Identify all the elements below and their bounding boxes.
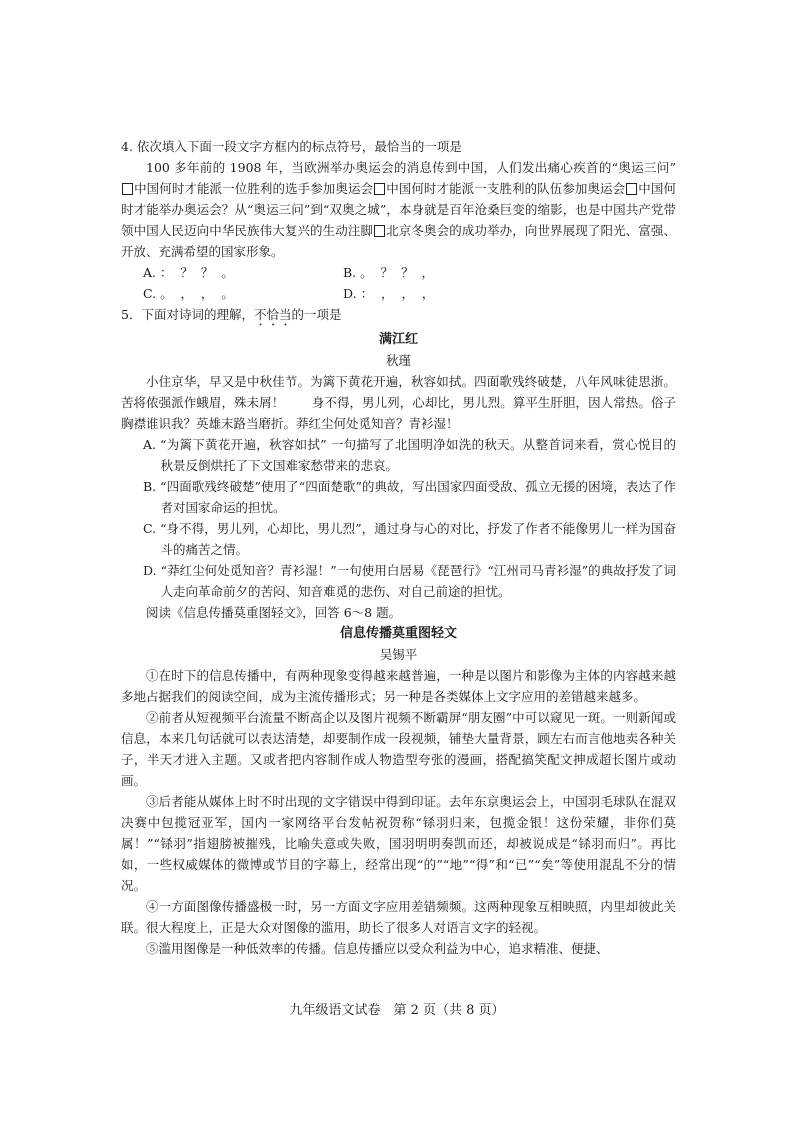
article-paragraph-5: ⑤滥用图像是一种低效率的传播。信息传播应以受众利益为中心，追求精准、便捷、 bbox=[146, 941, 609, 956]
q4-seg5: 北京冬奥会的成功举办，向世界展现了阳光、富强、开放、充满希望的国家形象。 bbox=[121, 223, 676, 259]
q4-option-b[interactable]: B. 。 ？ ？ ， bbox=[343, 265, 435, 280]
q4-seg3: 中国何时才能派一支胜利的队伍参加奥运会 bbox=[386, 181, 626, 196]
q5-choice-b[interactable]: B. “四面歌残终破楚”使用了“四面楚歌”的典故，写出国家四面受敌、孤立无援的困境，表达了作者对国家命运的担忧。 bbox=[143, 479, 676, 515]
article-author: 吴锡平 bbox=[379, 647, 418, 662]
article-paragraph-2: ②前者从短视频平台流量不断高企以及图片视频不断霸屏“朋友圈”中可以窥见一斑。一则新闻或信息，本来几句话就可以表达清楚，却要制作成一段视频，铺垫大量背景，顾左右而言他地卖各种关子，半天才进入主题。又或者把内容制作成人物造型夸张的漫画，搭配搞笑配文抻成超长图片或动画。 bbox=[121, 710, 676, 788]
q5-stem: 5．下面对诗词的理解，不恰当的一项是 bbox=[121, 307, 342, 322]
article-paragraph-3: ③后者能从媒体上时不时出现的文字错误中得到印证。去年东京奥运会上，中国羽毛球队在混双决赛中包揽冠亚军，国内一家网络平台发帖祝贺称“铩羽归来，包揽金银！这份荣耀，非你们莫属！”“铩羽”指翅膀被摧残，比喻失意或失败，国羽明明奏凯而还，却被说成是“铩羽而归”。再比如，一些权威媒体的微博或节目的字幕上，经常出现“的”“地”“得”和“已”“矣”等使用混乱不分的情况。 bbox=[121, 794, 676, 893]
reading-intro: 阅读《信息传播莫重图轻文》，回答 6～8 题。 bbox=[146, 605, 402, 620]
article-title: 信息传播莫重图轻文 bbox=[339, 626, 457, 641]
q5-choice-c[interactable]: C. “身不得，男儿列，心却比，男儿烈”，通过身与心的对比，抒发了作者不能像男儿一样为国奋斗的痛苦之情。 bbox=[143, 521, 676, 557]
q4-option-c[interactable]: C. 。 ， ， 。 bbox=[143, 286, 234, 301]
page-footer: 九年级语文试卷 第 2 页（共 8 页） bbox=[289, 1003, 505, 1018]
blank-box-4 bbox=[374, 225, 385, 237]
poem-title: 满江红 bbox=[378, 332, 418, 347]
q4-seg4: 中国何时才能举办奥运会？从“奥运三问”到“双奥之城”，本身就是百年沧桑巨变的缩影，也是中国共产党带领中国人民迈向中华民族伟大复兴的生动注脚 bbox=[121, 181, 676, 238]
q4-options-row-1 bbox=[121, 262, 676, 283]
poem-text: 小住京华，早又是中秋佳节。为篱下黄花开遍，秋容如拭。四面歌残终破楚，八年风味徒思浙。苦将侬强派作蛾眉，殊未屑！ 身不得，男儿列，心却比，男儿烈。算平生肝胆，因人常热。俗子胸襟谁识我？英雄末路当磨折。莽红尘何处觅知音？青衫湿！ bbox=[121, 374, 676, 431]
q4-stem: 4. 依次填入下面一段文字方框内的标点符号，最恰当的一项是 bbox=[121, 139, 462, 154]
q4-seg2: 中国何时才能派一位胜利的选手参加奥运会 bbox=[134, 181, 374, 196]
q4-option-d[interactable]: D. ： ， ， ， bbox=[343, 286, 435, 301]
q4-seg1: 100 多年前的 1908 年，当欧洲举办奥运会的消息传到中国，人们发出痛心疾首的“奥运三问” bbox=[146, 160, 676, 175]
q5-choice-a[interactable]: A. “为篱下黄花开遍，秋容如拭” 一句描写了北国明净如洗的秋天。从整首词来看，赏心悦目的秋景反倒烘托了下文国难家愁带来的悲哀。 bbox=[143, 437, 676, 473]
blank-box-1 bbox=[122, 183, 133, 195]
q4-passage bbox=[121, 157, 676, 262]
article-paragraph-1: ①在时下的信息传播中，有两种现象变得越来越普遍，一种是以图片和影像为主体的内容越来越多地占据我们的阅读空间，成为主流传播形式；另一种是各类媒体上文字应用的差错越来越多。 bbox=[121, 668, 676, 704]
emphasis-not-appropriate: 不恰当 bbox=[253, 307, 292, 322]
page-content bbox=[121, 136, 676, 959]
article-paragraph-4: ④一方面图像传播盛极一时，另一方面文字应用差错频频。这两种现象互相映照，内里却彼此关联。很大程度上，正是大众对图像的滥用，助长了很多人对语言文字的轻视。 bbox=[121, 899, 676, 935]
q4-options-row-2 bbox=[121, 283, 676, 304]
blank-box-3 bbox=[626, 183, 637, 195]
poem-author: 秋瑾 bbox=[385, 353, 411, 368]
q4-option-a[interactable]: A. ： ？ ？ 。 bbox=[143, 265, 234, 280]
blank-box-2 bbox=[374, 183, 385, 195]
q5-choice-d[interactable]: D. “莽红尘何处觅知音？青衫湿！”一句使用白居易《琵琶行》“江州司马青衫湿”的典故抒发了词人走向革命前夕的苦闷、知音难觅的悲伤、对自己前途的担忧。 bbox=[143, 563, 676, 599]
